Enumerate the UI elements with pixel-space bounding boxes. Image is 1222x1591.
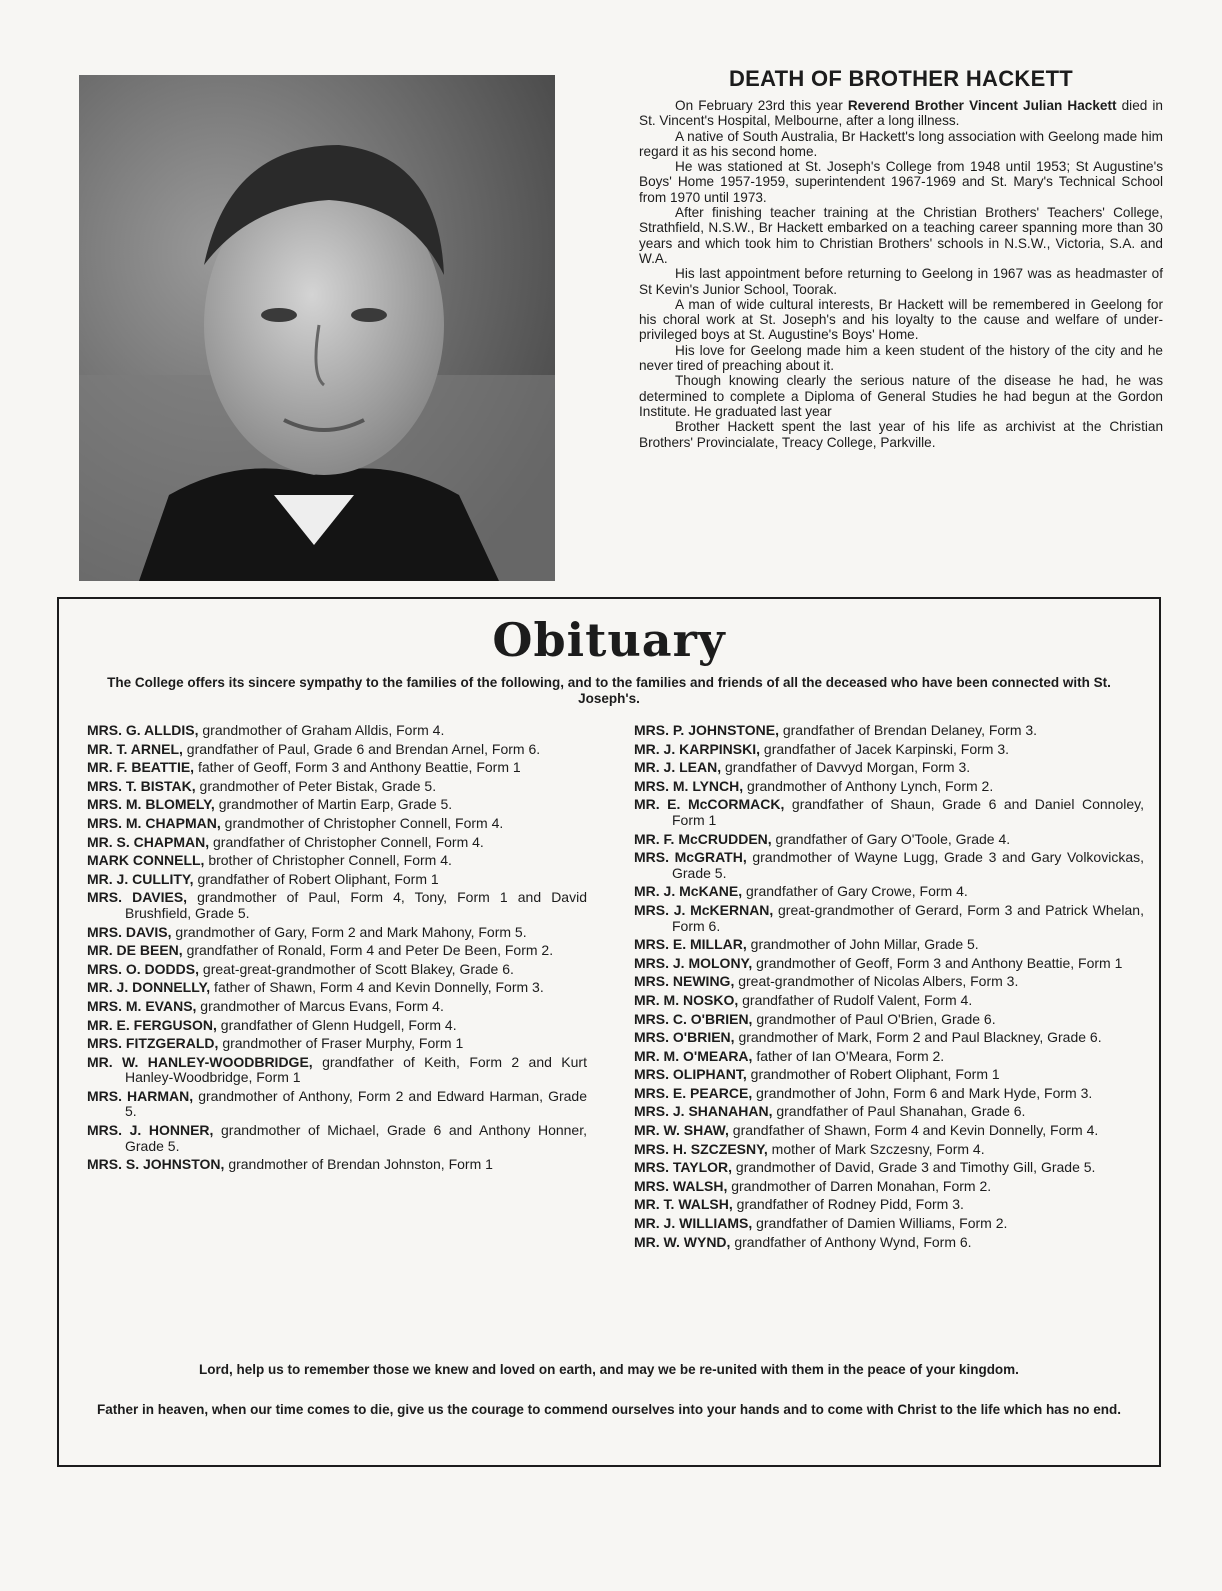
relation-text: father of Ian O'Meara, Form 2.	[752, 1047, 945, 1064]
deceased-name: MRS. J. McKERNAN,	[634, 901, 774, 918]
deceased-name: MRS. NEWING,	[634, 973, 735, 990]
article-bold-text: Reverend Brother Vincent Julian Hackett	[847, 98, 1117, 113]
relation-text: grandmother of John Millar, Grade 5.	[746, 936, 979, 953]
deceased-name: MRS. M. LYNCH,	[634, 777, 744, 794]
obituary-entry	[87, 1036, 587, 1052]
deceased-name: MRS. McGRATH,	[634, 849, 747, 866]
deceased-name: MRS. J. HONNER,	[87, 1122, 214, 1139]
relation-text: grandmother of Michael, Grade 6 and Anthony Honner, Grade 5.	[125, 1122, 588, 1154]
obituary-title: Obituary	[492, 613, 726, 667]
relation-text: grandfather of Shawn, Form 4 and Kevin Donnelly, Form 4.	[728, 1122, 1099, 1139]
deceased-name: MRS. T. BISTAK,	[87, 777, 196, 794]
obituary-entry	[87, 890, 587, 921]
deceased-name: MRS. OLIPHANT,	[634, 1066, 747, 1083]
obituary-entry	[634, 723, 1144, 739]
deceased-name: MRS. M. CHAPMAN,	[87, 814, 221, 831]
deceased-name: MR. M. O'MEARA,	[634, 1047, 753, 1064]
article-body	[639, 98, 1163, 450]
deceased-name: MR. DE BEEN,	[87, 942, 183, 959]
article-paragraph	[639, 129, 1163, 160]
deceased-name: MRS. M. EVANS,	[87, 997, 197, 1014]
obituary-entry	[634, 1235, 1144, 1251]
relation-text: grandmother of Paul, Form 4, Tony, Form 1 and David Brushfield, Grade 5.	[125, 889, 587, 921]
relation-text: grandfather of Shaun, Grade 6 and Daniel Connoley, Form 1	[672, 796, 1144, 828]
relation-text: grandmother of Anthony, Form 2 and Edward Harman, Grade 5.	[125, 1087, 587, 1120]
article-paragraph	[639, 343, 1163, 374]
obituary-entry	[87, 980, 587, 996]
relation-text: grandfather of Anthony Wynd, Form 6.	[730, 1233, 972, 1250]
obituary-column-left	[87, 723, 587, 1176]
deceased-name: MRS. TAYLOR,	[634, 1159, 733, 1176]
obituary-entry	[87, 1055, 587, 1086]
relation-text: grandfather of Brendan Delaney, Form 3.	[778, 722, 1038, 738]
deceased-name: MRS. H. SZCZESNY,	[634, 1140, 768, 1157]
relation-text: brother of Christopher Connell, Form 4.	[204, 852, 452, 869]
obituary-entry	[634, 993, 1144, 1009]
article-paragraph	[639, 373, 1163, 419]
relation-text: grandfather of Jacek Karpinski, Form 3.	[760, 740, 1010, 757]
deceased-name: MARK CONNELL,	[87, 852, 205, 869]
obituary-entry	[634, 1086, 1144, 1102]
article-text: A native of South Australia, Br Hackett's long association with Geelong made him regard it as his second home.	[639, 128, 1163, 159]
obituary-entry	[634, 1104, 1144, 1120]
deceased-name: MR. J. CULLITY,	[87, 870, 194, 887]
article-paragraph	[639, 297, 1163, 343]
deceased-name: MR. J. LEAN,	[634, 759, 722, 776]
deceased-name: MRS. HARMAN,	[87, 1087, 194, 1104]
relation-text: grandfather of Keith, Form 2 and Kurt Hanley-Woodbridge, Form 1	[125, 1053, 587, 1086]
obituary-entry	[87, 962, 587, 978]
obituary-entry	[87, 925, 587, 941]
relation-text: grandfather of Rodney Pidd, Form 3.	[732, 1196, 964, 1213]
article-text: Brother Hackett spent the last year of his life as archivist at the Christian Brothers' Provincialate, Treacy College, Parkville.	[639, 419, 1163, 450]
relation-text: grandfather of Ronald, Form 4 and Peter De Been, Form 2.	[182, 942, 554, 959]
article	[639, 66, 1163, 450]
obituary-entry	[87, 943, 587, 959]
deceased-name: MR. T. ARNEL,	[87, 740, 183, 757]
relation-text: grandmother of Martin Earp, Grade 5.	[214, 796, 453, 813]
obituary-entry	[634, 956, 1144, 972]
obituary-entry	[634, 1179, 1144, 1195]
deceased-name: MRS. O'BRIEN,	[634, 1029, 735, 1046]
relation-text: grandmother of Anthony Lynch, Form 2.	[743, 777, 994, 794]
obituary-entry	[634, 760, 1144, 776]
relation-text: grandmother of David, Grade 3 and Timothy Gill, Grade 5.	[732, 1159, 1096, 1176]
obituary-entry	[87, 853, 587, 869]
article-paragraph	[639, 419, 1163, 450]
deceased-name: MR. J. KARPINSKI,	[634, 740, 761, 757]
obituary-entry	[634, 1067, 1144, 1083]
obituary-box	[57, 597, 1161, 1467]
article-text: His last appointment before returning to Geelong in 1967 was as headmaster of St Kevin's Junior School, Toorak.	[639, 266, 1163, 297]
relation-text: grandfather of Paul, Grade 6 and Brendan Arnel, Form 6.	[182, 740, 541, 757]
deceased-name: MRS. M. BLOMELY,	[87, 796, 215, 813]
obituary-entry	[634, 1012, 1144, 1028]
deceased-name: MR. E. FERGUSON,	[87, 1016, 217, 1033]
relation-text: great-great-grandmother of Scott Blakey, Grade 6.	[199, 960, 514, 977]
deceased-name: MR. S. CHAPMAN,	[87, 833, 210, 850]
article-text: He was stationed at St. Joseph's College from 1948 until 1953; St Augustine's Boys' Home 1957-1959, superintendent 1967-1969 and St. Mary's Technical School from 1970 until 1973.	[639, 159, 1163, 205]
relation-text: grandmother of Mark, Form 2 and Paul Blackney, Grade 6.	[734, 1029, 1102, 1046]
portrait-image	[79, 75, 555, 581]
deceased-name: MRS. C. O'BRIEN,	[634, 1010, 753, 1027]
obituary-entry	[634, 974, 1144, 990]
obituary-entry	[634, 797, 1144, 828]
relation-text: grandmother of Peter Bistak, Grade 5.	[195, 777, 437, 794]
obituary-entry	[634, 742, 1144, 758]
obituary-column-right	[634, 723, 1144, 1253]
obituary-entry	[634, 884, 1144, 900]
relation-text: grandmother of Darren Monahan, Form 2.	[727, 1177, 992, 1194]
deceased-name: MR. F. BEATTIE,	[87, 759, 195, 776]
obituary-entry	[87, 1018, 587, 1034]
relation-text: grandfather of Gary O'Toole, Grade 4.	[771, 830, 1011, 847]
obituary-entry	[634, 1142, 1144, 1158]
relation-text: grandmother of Brendan Johnston, Form 1	[224, 1156, 493, 1173]
relation-text: grandmother of Wayne Lugg, Grade 3 and Gary Volkovickas, Grade 5.	[672, 849, 1145, 881]
obituary-entry	[87, 835, 587, 851]
relation-text: great-grandmother of Nicolas Albers, Form 3.	[734, 973, 1019, 990]
relation-text: grandmother of Geoff, Form 3 and Anthony Beattie, Form 1	[752, 954, 1123, 971]
article-text: After finishing teacher training at the Christian Brothers' Teachers' College, Strathfield, N.S.W., Br Hackett embarked on a teaching career spanning more than 30 years and which took him to Christian Brothers' schools in N.S.W., Victoria, S.A. and W.A.	[639, 205, 1163, 266]
relation-text: grandmother of Graham Alldis, Form 4.	[198, 722, 445, 738]
deceased-name: MR. E. McCORMACK,	[634, 796, 785, 813]
obituary-entry	[87, 1123, 587, 1154]
deceased-name: MRS. WALSH,	[634, 1177, 728, 1194]
relation-text: grandmother of Fraser Murphy, Form 1	[218, 1035, 464, 1052]
obituary-entry	[87, 797, 587, 813]
article-paragraph	[639, 159, 1163, 205]
deceased-name: MRS. E. PEARCE,	[634, 1084, 753, 1101]
obituary-intro: The College offers its sincere sympathy to the families of the following, and to the families and friends of all the deceased who have been connected with St. Joseph's.	[107, 675, 1111, 706]
deceased-name: MRS. DAVIS,	[87, 923, 172, 940]
relation-text: grandfather of Davvyd Morgan, Form 3.	[721, 759, 971, 776]
obituary-entry	[87, 1089, 587, 1120]
deceased-name: MR. W. SHAW,	[634, 1122, 729, 1139]
relation-text: grandfather of Paul Shanahan, Grade 6.	[772, 1103, 1026, 1120]
relation-text: grandmother of Paul O'Brien, Grade 6.	[752, 1010, 996, 1027]
article-text: A man of wide cultural interests, Br Hackett will be remembered in Geelong for his choral work at St. Joseph's and his loyalty to the cause and welfare of under-privileged boys at St. Augustine's Boys' Home.	[639, 296, 1163, 343]
article-text: died in St. Vincent's Hospital, Melbourne, after a long illness.	[639, 98, 1163, 129]
deceased-name: MR. W. WYND,	[634, 1233, 731, 1250]
relation-text: grandmother of Robert Oliphant, Form 1	[746, 1066, 1000, 1083]
obituary-entry	[87, 999, 587, 1015]
obituary-entry	[87, 1157, 587, 1173]
obituary-entry	[634, 779, 1144, 795]
deceased-name: MR. J. WILLIAMS,	[634, 1215, 753, 1232]
deceased-name: MR. T. WALSH,	[634, 1196, 733, 1213]
deceased-name: MRS. J. SHANAHAN,	[634, 1103, 773, 1120]
deceased-name: MR. J. DONNELLY,	[87, 979, 211, 996]
article-paragraph	[639, 98, 1163, 129]
obituary-entry	[87, 816, 587, 832]
deceased-name: MR. F. McCRUDDEN,	[634, 830, 772, 847]
deceased-name: MRS. S. JOHNSTON,	[87, 1156, 225, 1173]
portrait-photo	[79, 75, 555, 581]
deceased-name: MRS. FITZGERALD,	[87, 1035, 219, 1052]
relation-text: father of Shawn, Form 4 and Kevin Donnelly, Form 3.	[210, 979, 544, 996]
deceased-name: MR. W. HANLEY-WOODBRIDGE,	[87, 1053, 313, 1070]
deceased-name: MRS. J. MOLONY,	[634, 954, 753, 971]
obituary-entry	[634, 903, 1144, 934]
relation-text: grandfather of Robert Oliphant, Form 1	[193, 870, 439, 887]
obituary-entry	[634, 1216, 1144, 1232]
obituary-entry	[634, 1123, 1144, 1139]
prayer-remembrance: Lord, help us to remember those we knew and loved on earth, and may we be re-united with them in the peace of your kingdom.	[199, 1362, 1019, 1377]
relation-text: grandmother of John, Form 6 and Mark Hyde, Form 3.	[752, 1084, 1093, 1101]
relation-text: grandmother of Marcus Evans, Form 4.	[196, 997, 444, 1014]
obituary-entry	[634, 1197, 1144, 1213]
article-text: On February 23rd this year	[675, 98, 848, 113]
article-paragraph	[639, 266, 1163, 297]
relation-text: grandfather of Gary Crowe, Form 4.	[742, 883, 968, 900]
article-text: His love for Geelong made him a keen student of the history of the city and he never tired of preaching about it.	[639, 342, 1163, 374]
obituary-entry	[634, 850, 1144, 881]
deceased-name: MRS. P. JOHNSTONE,	[634, 722, 779, 738]
relation-text: grandfather of Glenn Hudgell, Form 4.	[216, 1016, 457, 1033]
obituary-entry	[634, 1160, 1144, 1176]
obituary-entry	[87, 872, 587, 888]
obituary-entry	[87, 723, 587, 739]
deceased-name: MR. M. NOSKO,	[634, 991, 739, 1008]
deceased-name: MRS. O. DODDS,	[87, 960, 200, 977]
obituary-entry	[634, 937, 1144, 953]
article-paragraph	[639, 205, 1163, 266]
prayer-father-in-heaven: Father in heaven, when our time comes to die, give us the courage to commend ourselves into your hands and to come with Christ to the life which has no end.	[97, 1402, 1121, 1417]
relation-text: father of Geoff, Form 3 and Anthony Beattie, Form 1	[194, 759, 521, 776]
obituary-entry	[87, 760, 587, 776]
relation-text: grandmother of Christopher Connell, Form 4.	[220, 814, 504, 831]
obituary-entry	[87, 779, 587, 795]
deceased-name: MR. J. McKANE,	[634, 883, 743, 900]
relation-text: grandfather of Christopher Connell, Form 4.	[209, 833, 484, 850]
obituary-entry	[634, 832, 1144, 848]
article-title: DEATH OF BROTHER HACKETT	[728, 66, 1074, 91]
relation-text: great-grandmother of Gerard, Form 3 and Patrick Whelan, Form 6.	[672, 901, 1144, 934]
obituary-entry	[634, 1030, 1144, 1046]
obituary-entry	[87, 742, 587, 758]
deceased-name: MRS. DAVIES,	[87, 889, 188, 906]
deceased-name: MRS. G. ALLDIS,	[87, 722, 199, 738]
relation-text: grandfather of Damien Williams, Form 2.	[752, 1215, 1008, 1232]
relation-text: grandfather of Rudolf Valent, Form 4.	[738, 991, 973, 1008]
article-text: Though knowing clearly the serious nature of the disease he had, he was determined to complete a Diploma of General Studies he had begun at the Gordon Institute. He graduated last year	[639, 373, 1163, 419]
relation-text: mother of Mark Szczesny, Form 4.	[767, 1140, 985, 1157]
deceased-name: MRS. E. MILLAR,	[634, 936, 747, 953]
relation-text: grandmother of Gary, Form 2 and Mark Mahony, Form 5.	[171, 923, 527, 940]
obituary-entry	[634, 1049, 1144, 1065]
